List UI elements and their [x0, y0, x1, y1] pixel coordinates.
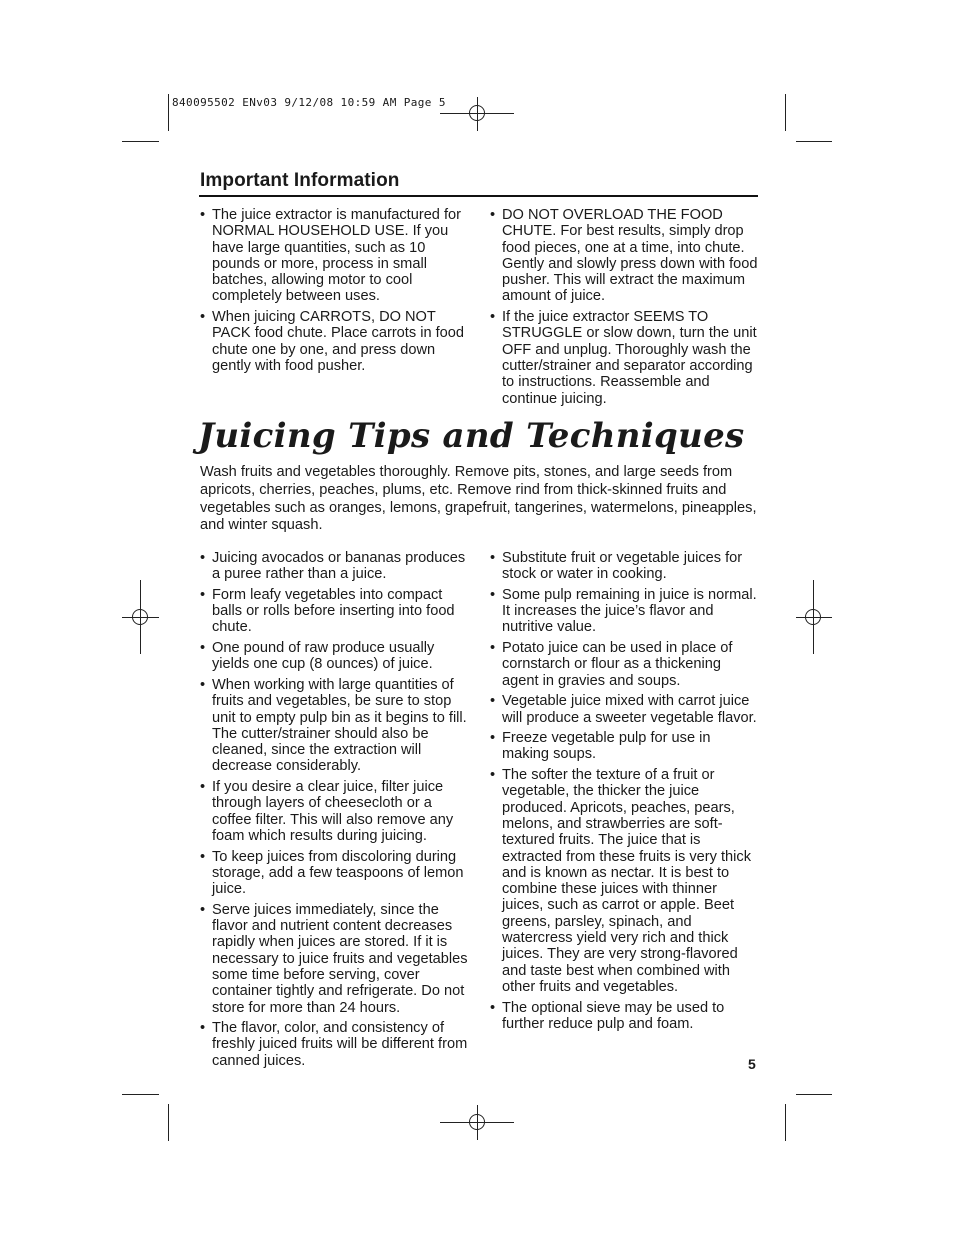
important-left-column — [200, 207, 465, 379]
crop-mark — [785, 1104, 786, 1141]
list-item: • Some pulp remaining in juice is normal. It increases the juice’s flavor and nutritive value. — [490, 587, 760, 636]
registration-target-icon — [469, 105, 485, 121]
crop-mark — [122, 141, 159, 142]
list-item: • Substitute fruit or vegetable juices for stock or water in cooking. — [490, 550, 760, 583]
list-item: • The softer the texture of a fruit or vegetable, the thicker the juice produced. Apricots, peaches, pears, melons, and strawberries are soft-textured fruits. The juice that is extracted from these fruits is very thick and is known as nectar. It is best to combine these juices with thinner juices, such as carrot or apple. Beet greens, parsley, spinach, and watercress yield very rich and thick juices. They are very strong-flavored and taste best when combined with other fruits and vegetables. — [490, 767, 760, 995]
list-item: • The flavor, color, and consistency of freshly juiced fruits will be different from canned juices. — [200, 1020, 472, 1069]
list-item: • The juice extractor is manufactured for NORMAL HOUSEHOLD USE. If you have large quantities, such as 10 pounds or more, process in small batches, allowing motor to cool completely between uses. — [200, 207, 465, 305]
list-item: • When juicing CARROTS, DO NOT PACK food chute. Place carrots in food chute one by one, and press down gently with food pusher. — [200, 309, 465, 374]
crop-mark — [168, 1104, 169, 1141]
tips-left-column — [200, 550, 472, 1073]
crop-mark — [796, 1094, 832, 1095]
list-item: • Vegetable juice mixed with carrot juice will produce a sweeter vegetable flavor. — [490, 693, 760, 726]
section-heading: Important Information — [200, 170, 400, 191]
important-right-column — [490, 207, 766, 411]
list-item: • The optional sieve may be used to further reduce pulp and foam. — [490, 1000, 760, 1033]
print-slug: 840095502 ENv03 9/12/08 10:59 AM Page 5 — [172, 96, 446, 109]
heading-rule — [199, 195, 758, 197]
list-item: • DO NOT OVERLOAD THE FOOD CHUTE. For best results, simply drop food pieces, one at a time, into chute. Gently and slowly press down with food pusher. This will extract the maximum amount of juice. — [490, 207, 766, 305]
list-item: • Juicing avocados or bananas produces a puree rather than a juice. — [200, 550, 472, 583]
crop-mark — [796, 141, 832, 142]
crop-mark — [785, 94, 786, 131]
list-item: • To keep juices from discoloring during storage, add a few teaspoons of lemon juice. — [200, 849, 472, 898]
list-item: • Form leafy vegetables into compact balls or rolls before inserting into food chute. — [200, 587, 472, 636]
bullet-list — [490, 207, 766, 407]
list-item: • When working with large quantities of fruits and vegetables, be sure to stop unit to empty pulp bin as it begins to fill. The cutter/strainer should also be cleaned, since the extraction will decrease considerably. — [200, 677, 472, 775]
intro-paragraph: Wash fruits and vegetables thoroughly. Remove pits, stones, and large seeds from apricots, cherries, peaches, plums, etc. Remove rind from thick-skinned fruits and vegetables such as oranges, lemons, grapefruit, tangerines, watermelons, pineapples, and winter squash. — [200, 464, 757, 534]
list-item: • Potato juice can be used in place of cornstarch or flour as a thickening agent in gravies and soups. — [490, 640, 760, 689]
list-item: • Serve juices immediately, since the flavor and nutrient content decreases rapidly when juices are stored. If it is necessary to juice fruits and vegetables some time before serving, cover container tightly and refrigerate. Do not store for more than 24 hours. — [200, 902, 472, 1016]
list-item: • If the juice extractor SEEMS TO STRUGGLE or slow down, turn the unit OFF and unplug. Thoroughly wash the cutter/strainer and separator according to instructions. Reassemble and continue juicing. — [490, 309, 766, 407]
crop-mark — [168, 94, 169, 131]
tips-right-column — [490, 550, 760, 1036]
crop-mark — [122, 1094, 159, 1095]
list-item: • One pound of raw produce usually yields one cup (8 ounces) of juice. — [200, 640, 472, 673]
registration-target-icon — [805, 609, 821, 625]
list-item: • If you desire a clear juice, filter juice through layers of cheesecloth or a coffee filter. This will also remove any foam which results during juicing. — [200, 779, 472, 844]
bullet-list — [200, 550, 472, 1069]
page-title: Juicing Tips and Techniques — [198, 416, 745, 456]
list-item: • Freeze vegetable pulp for use in making soups. — [490, 730, 760, 763]
bullet-list — [200, 207, 465, 374]
registration-target-icon — [132, 609, 148, 625]
page-number: 5 — [748, 1056, 756, 1072]
registration-target-icon — [469, 1114, 485, 1130]
bullet-list — [490, 550, 760, 1032]
